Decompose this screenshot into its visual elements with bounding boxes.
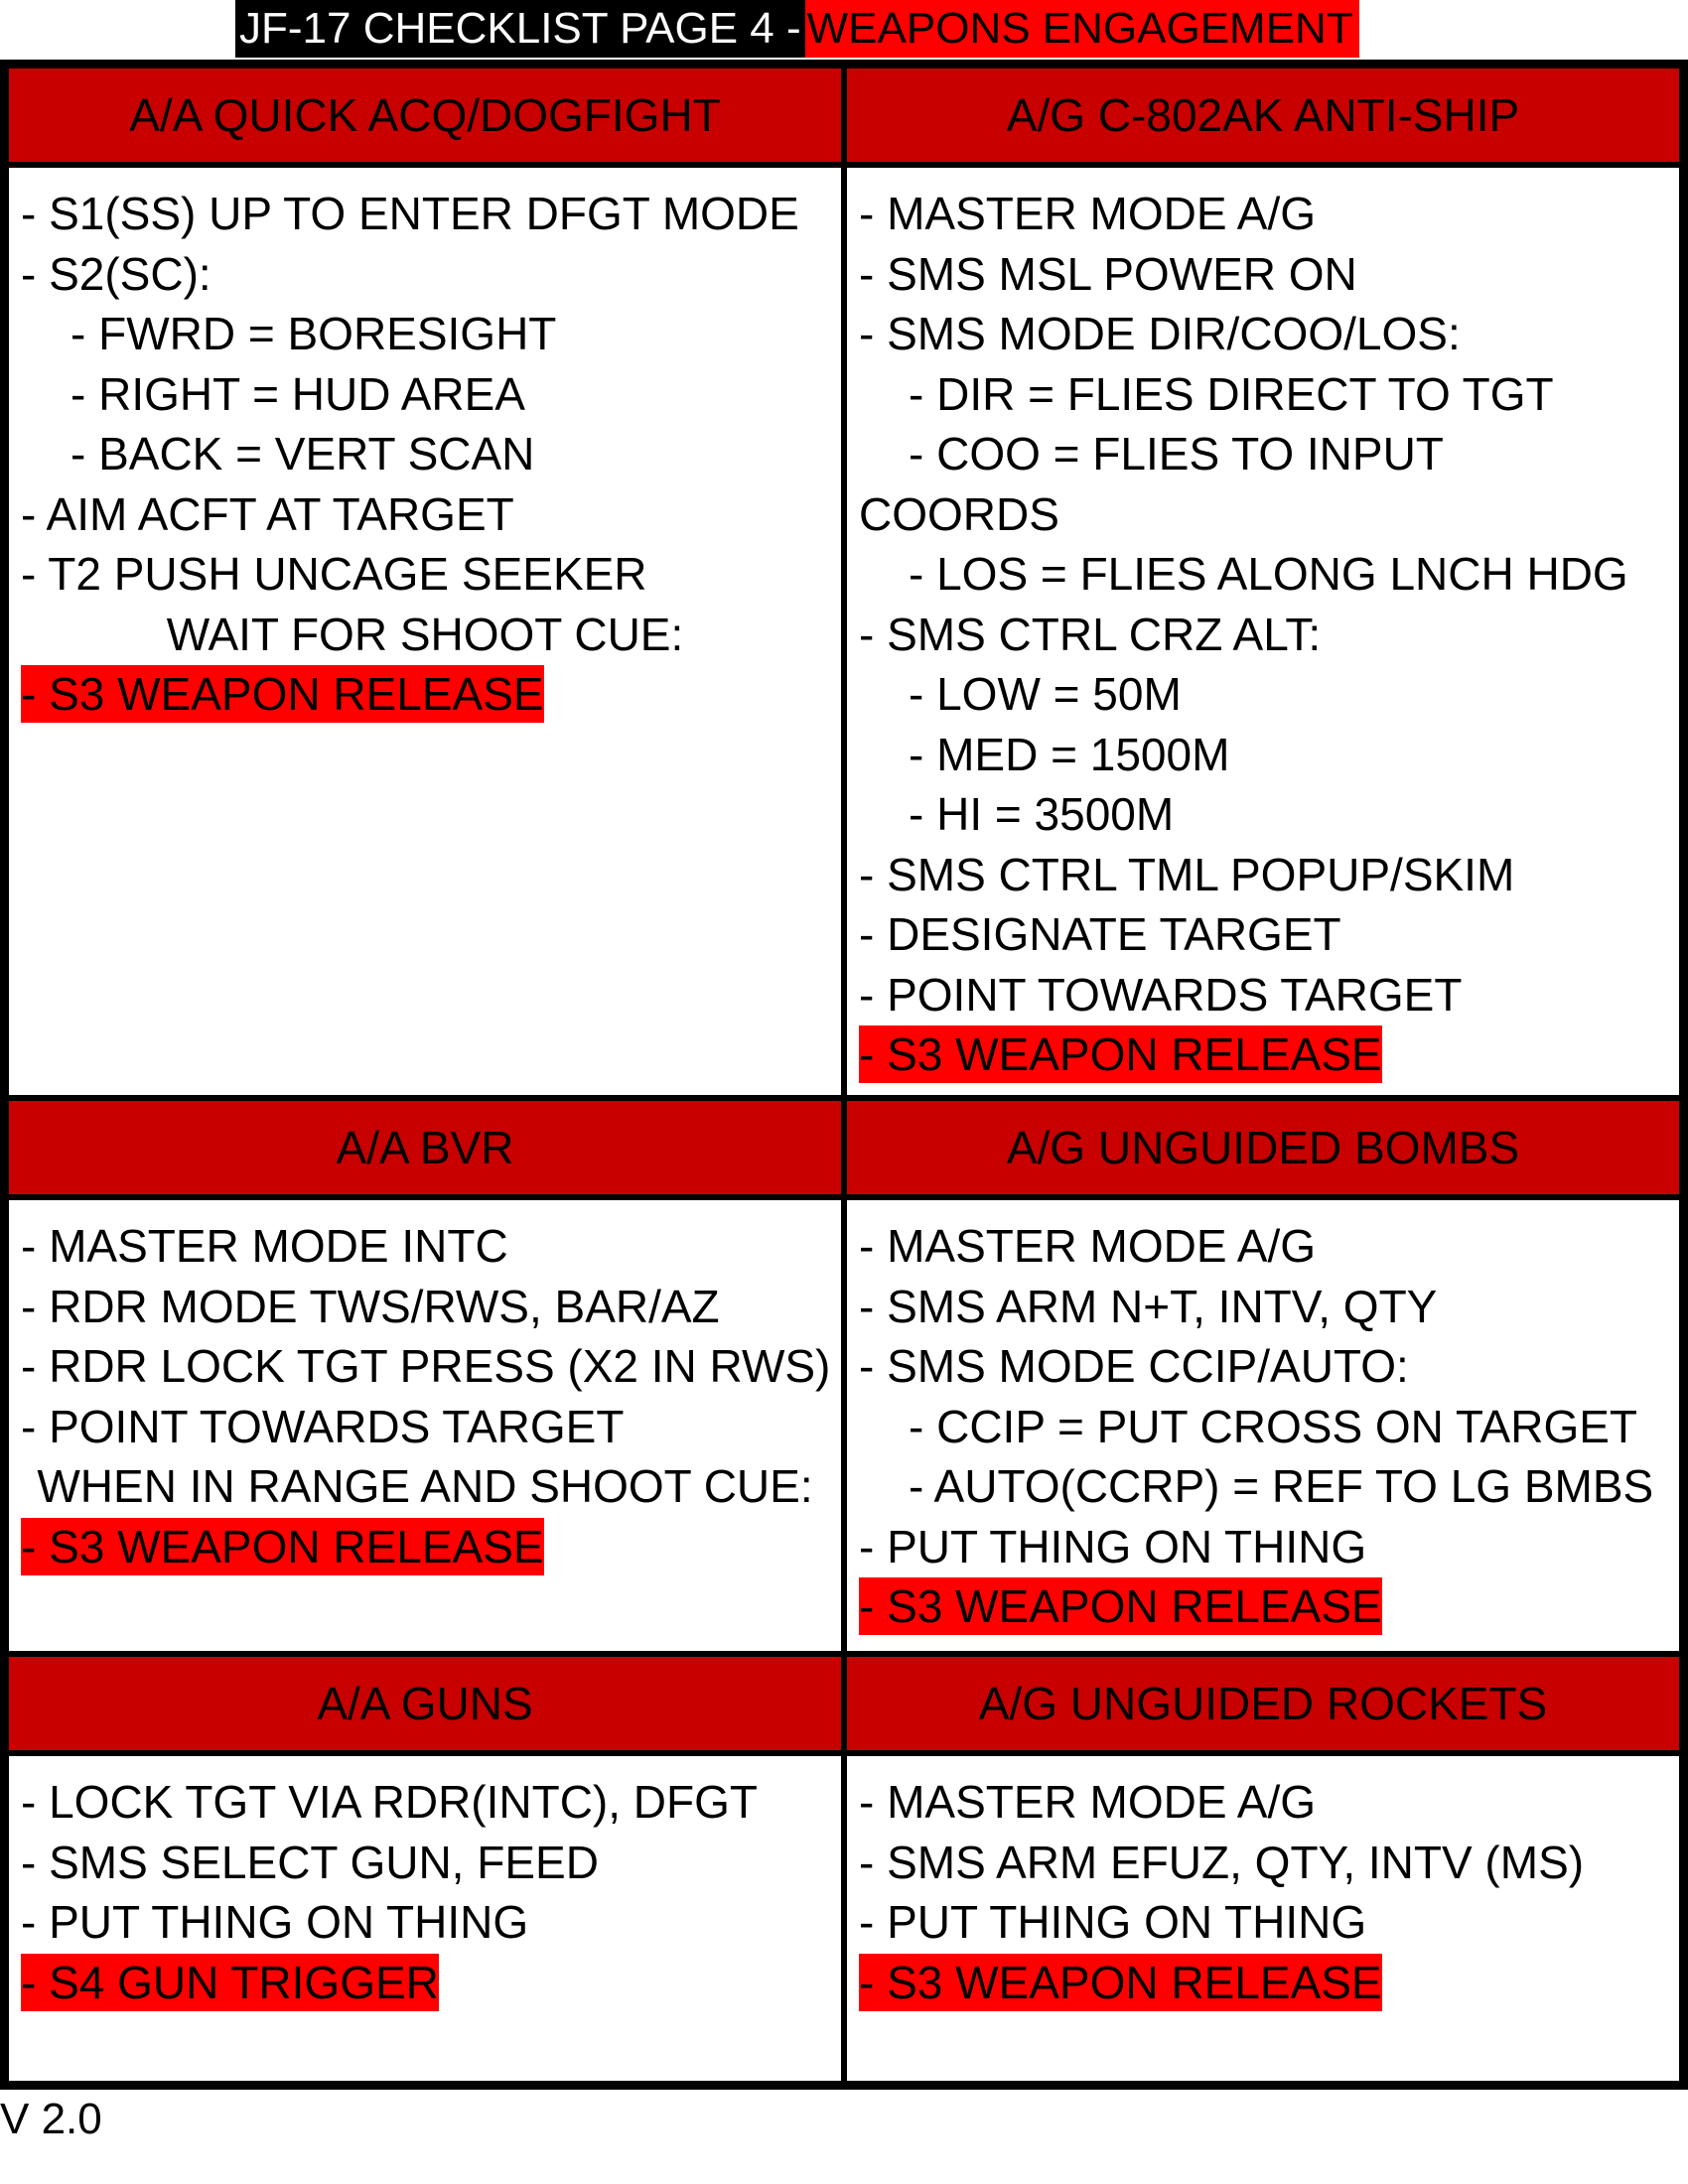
weapon-release-step: - S3 WEAPON RELEASE <box>21 1518 544 1575</box>
checklist-item: - POINT TOWARDS TARGET <box>859 968 1463 1021</box>
checklist-item: - SMS CTRL TML POPUP/SKIM <box>859 848 1515 900</box>
checklist-item: - AUTO(CCRP) = REF TO LG BMBS <box>909 1460 1654 1512</box>
section-body-aa-dogfight <box>6 165 844 1098</box>
checklist-item: - SMS MODE DIR/COO/LOS: <box>859 308 1461 359</box>
checklist-item: - FWRD = BORESIGHT <box>70 308 557 359</box>
title-highlight: WEAPONS ENGAGEMENT <box>805 0 1359 58</box>
version-label: V 2.0 <box>0 2095 102 2143</box>
section-body-ag-rockets <box>844 1753 1682 2084</box>
checklist-grid <box>0 60 1688 2090</box>
checklist-item: - DIR = FLIES DIRECT TO TGT <box>909 367 1554 420</box>
checklist-item: - MASTER MODE A/G <box>859 1220 1317 1272</box>
checklist-item: - CCIP = PUT CROSS ON TARGET <box>909 1400 1638 1452</box>
checklist-item: - SMS MSL POWER ON <box>859 247 1357 300</box>
checklist-item: - LOW = 50M <box>909 668 1182 720</box>
checklist-item: - PUT THING ON THING <box>859 1896 1367 1948</box>
checklist-item <box>859 1024 1679 1085</box>
checklist-item: - RDR MODE TWS/RWS, BAR/AZ <box>21 1280 720 1332</box>
section-header-ag-antiship: A/G C-802AK ANTI-SHIP <box>844 66 1682 165</box>
checklist-item: - HI = 3500M <box>909 788 1175 840</box>
checklist-item <box>21 664 841 725</box>
checklist-item: - MED = 1500M <box>909 728 1230 780</box>
section-body-ag-antiship <box>844 165 1682 1098</box>
checklist-item: - DESIGNATE TARGET <box>859 908 1341 960</box>
checklist-item: - SMS ARM N+T, INTV, QTY <box>859 1280 1438 1332</box>
section-body-ag-bombs <box>844 1197 1682 1654</box>
checklist-item: - MASTER MODE A/G <box>859 188 1317 239</box>
checklist-item <box>859 1576 1679 1637</box>
checklist-item <box>859 1953 1679 2013</box>
checklist-item: WHEN IN RANGE AND SHOOT CUE: <box>37 1460 813 1512</box>
checklist-item: - T2 PUSH UNCAGE SEEKER <box>21 548 647 600</box>
page-title <box>235 0 1359 58</box>
checklist-item: - LOS = FLIES ALONG LNCH HDG <box>909 548 1628 600</box>
section-header-aa-guns: A/A GUNS <box>6 1654 844 1753</box>
checklist-item: - LOCK TGT VIA RDR(INTC), DFGT <box>21 1776 758 1828</box>
checklist-item <box>21 1953 841 2013</box>
checklist-item: - SMS SELECT GUN, FEED <box>21 1836 599 1888</box>
section-body-aa-bvr <box>6 1197 844 1654</box>
checklist-item: - MASTER MODE A/G <box>859 1776 1317 1828</box>
checklist-item: - PUT THING ON THING <box>21 1896 529 1948</box>
section-header-aa-dogfight: A/A QUICK ACQ/DOGFIGHT <box>6 66 844 165</box>
checklist-item: - BACK = VERT SCAN <box>70 428 535 479</box>
checklist-item: - SMS MODE CCIP/AUTO: <box>859 1340 1409 1392</box>
checklist-item: - AIM ACFT AT TARGET <box>21 487 514 540</box>
checklist-item: - PUT THING ON THING <box>859 1520 1367 1572</box>
checklist-item: - COO = FLIES TO INPUT <box>909 428 1444 479</box>
weapon-release-step: - S3 WEAPON RELEASE <box>859 1025 1382 1083</box>
checklist-item: - MASTER MODE INTC <box>21 1220 508 1272</box>
checklist-item: - RDR LOCK TGT PRESS (X2 IN RWS) <box>21 1340 831 1392</box>
checklist-item <box>21 1517 841 1577</box>
weapon-release-step: - S3 WEAPON RELEASE <box>859 1954 1382 2011</box>
section-header-ag-rockets: A/G UNGUIDED ROCKETS <box>844 1654 1682 1753</box>
checklist-item: - SMS CTRL CRZ ALT: <box>859 608 1322 660</box>
weapon-release-step: - S3 WEAPON RELEASE <box>21 665 544 723</box>
title-prefix: JF-17 CHECKLIST PAGE 4 - <box>235 0 805 58</box>
checklist-item: - S1(SS) UP TO ENTER DFGT MODE <box>21 188 799 239</box>
checklist-item: WAIT FOR SHOOT CUE: <box>166 608 684 660</box>
section-header-ag-bombs: A/G UNGUIDED BOMBS <box>844 1098 1682 1197</box>
weapon-release-step: - S4 GUN TRIGGER <box>21 1954 439 2011</box>
section-body-aa-guns <box>6 1753 844 2084</box>
checklist-item: - POINT TOWARDS TARGET <box>21 1400 625 1452</box>
checklist-item: COORDS <box>859 487 1059 540</box>
checklist-item: - RIGHT = HUD AREA <box>70 367 525 420</box>
weapon-release-step: - S3 WEAPON RELEASE <box>859 1577 1382 1635</box>
section-header-aa-bvr: A/A BVR <box>6 1098 844 1197</box>
checklist-item: - SMS ARM EFUZ, QTY, INTV (MS) <box>859 1836 1585 1888</box>
checklist-item: - S2(SC): <box>21 247 211 300</box>
